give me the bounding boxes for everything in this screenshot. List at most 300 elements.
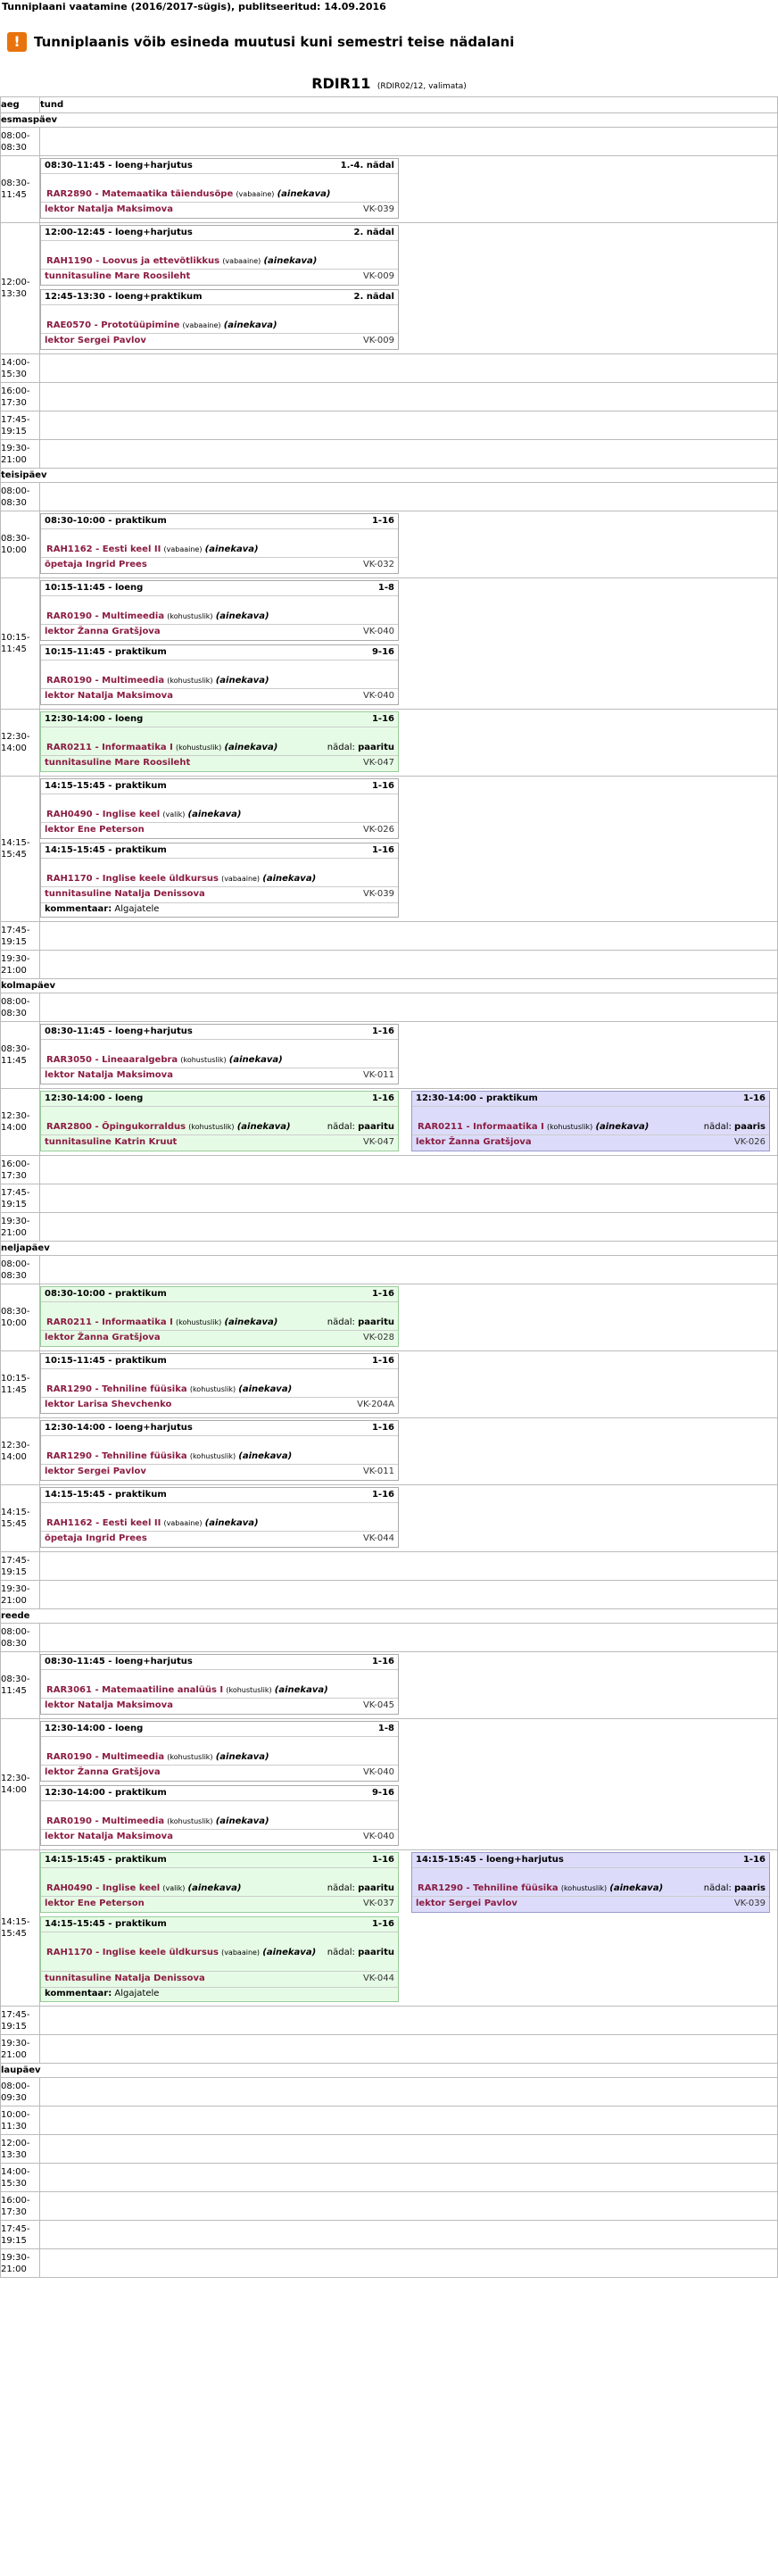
teacher-link[interactable]: lektor Sergei Pavlov [45,1467,146,1476]
lesson-header [41,581,398,596]
lesson-course [46,1685,328,1696]
lesson-card[interactable] [40,289,399,350]
course-link[interactable]: RAR2800 - Õpingukorraldus [46,1122,186,1132]
col-header-lesson: tund [40,97,778,113]
teacher-link[interactable]: tunnitasuline Katrin Kruut [45,1137,178,1147]
course-link[interactable]: RAR3061 - Matemaatiline analüüs I [46,1685,224,1695]
lesson-course [46,1055,283,1066]
timeslot-cell [40,1850,778,2007]
teacher-link[interactable]: lektor Larisa Shevchenko [45,1400,172,1409]
timeslot-time: 14:00-15:30 [1,2164,40,2192]
timeslot-row [1,354,778,383]
ainekava-link[interactable]: (ainekava) [277,189,331,199]
course-link[interactable]: RAH1162 - Eesti keel II [46,1518,161,1528]
timeslot-row [1,1156,778,1184]
teacher-link[interactable]: lektor Ene Peterson [45,825,145,835]
timeslot-cell [40,1156,778,1184]
lesson-time: 14:15-15:45 - [416,1855,484,1865]
lesson-course-row [41,871,398,887]
timeslot-time: 17:45-19:15 [1,411,40,440]
timeslot-row [1,1022,778,1089]
week-parity [327,1122,394,1133]
lesson-card[interactable] [40,1091,399,1151]
timeslot-cell [40,1581,778,1609]
timeslot-row [1,383,778,411]
lesson-time-type [45,1093,143,1104]
week-parity-value: paaritu [358,1317,394,1327]
ainekava-link[interactable]: (ainekava) [204,544,259,554]
room-label: VK-009 [362,271,394,281]
teacher-link[interactable]: õpetaja Ingrid Prees [45,560,147,569]
timeslot-cell [40,2078,778,2107]
lesson-header [41,1655,398,1670]
timeslot-row [1,2192,778,2221]
course-kind: (vabaaine) [222,257,261,265]
ainekava-link[interactable]: (ainekava) [224,1317,278,1327]
lesson-card[interactable] [40,711,399,772]
lesson-time-type [416,1855,564,1866]
course-link[interactable]: RAR0211 - Informaatika I [418,1122,544,1132]
col-header-time: aeg [1,97,40,113]
lesson-card[interactable] [40,1286,399,1347]
lesson-course [46,676,269,686]
lesson-card[interactable] [40,513,399,574]
room-label: VK-039 [733,1899,766,1908]
lesson-type: praktikum [114,1289,167,1299]
course-link[interactable]: RAR0190 - Multimeedia [46,1816,165,1826]
lesson-teacher-row [41,1135,398,1151]
lesson-time-type [45,583,143,594]
lesson-weeks: 1-16 [371,714,394,724]
timeslot-cell [40,1351,778,1418]
lesson-type: praktikum [114,781,167,791]
course-link[interactable]: RAR0190 - Multimeedia [46,676,165,686]
timeslot-row [1,156,778,223]
timeslot-cell [40,511,778,578]
timeslot-time: 17:45-19:15 [1,1552,40,1581]
ainekava-link[interactable]: (ainekava) [609,1883,664,1893]
ainekava-link[interactable]: (ainekava) [262,874,317,884]
ainekava-link[interactable]: (ainekava) [187,810,242,819]
ainekava-link[interactable]: (ainekava) [595,1122,650,1132]
timeslot-time: 16:00-17:30 [1,383,40,411]
timeslot-cell [40,483,778,511]
lesson-card[interactable] [40,1852,399,1913]
lesson-card[interactable] [40,843,399,918]
lesson-teacher-row [41,1897,398,1912]
room-label: VK-026 [733,1137,766,1147]
timeslot-time: 14:15-15:45 [1,777,40,922]
lesson-type: loeng+praktikum [114,292,203,302]
teacher-link[interactable]: lektor Sergei Pavlov [416,1899,517,1908]
ainekava-link[interactable]: (ainekava) [236,1122,291,1132]
lesson-lanes [40,1719,777,1849]
timeslot-row [1,1184,778,1213]
lesson-card[interactable] [411,1091,770,1151]
lesson-weeks: 1-16 [371,1490,394,1500]
lesson-type: praktikum [114,647,167,657]
lesson-time-type [45,161,193,171]
lesson-lanes [40,1351,777,1417]
room-label: VK-044 [362,1533,394,1543]
lesson-header [41,645,398,661]
course-link[interactable]: RAH1190 - Loovus ja ettevõtlikkus [46,256,220,266]
ainekava-link[interactable]: (ainekava) [215,611,269,621]
lesson-lane [40,1850,399,2006]
lesson-card[interactable] [40,1916,399,2002]
course-kind: (kohustuslik) [176,1318,222,1326]
teacher-link[interactable]: lektor Natalja Maksimova [45,1070,173,1080]
timeslot-row [1,1089,778,1156]
ainekava-link[interactable]: (ainekava) [187,1883,242,1893]
week-parity-value: paaritu [358,743,394,752]
timeslot-time: 17:45-19:15 [1,2007,40,2035]
course-kind: (valik) [162,1884,186,1892]
lesson-comment [41,902,398,917]
lesson-course [418,1883,663,1894]
lesson-teacher-row [412,1897,769,1912]
course-kind: (vabaaine) [221,875,261,883]
timeslot-row [1,1581,778,1609]
lesson-lanes [40,1089,777,1155]
lesson-card[interactable] [40,644,399,705]
timeslot-row [1,440,778,469]
timeslot-time: 08:30-10:00 [1,1284,40,1351]
lesson-weeks: 9-16 [371,1788,394,1798]
lesson-card[interactable] [40,1353,399,1414]
course-kind: (kohustuslik) [226,1686,272,1694]
lesson-course-row [41,1881,398,1897]
lesson-time-type [45,1356,167,1367]
week-parity-label: nädal: [327,1122,355,1132]
lesson-card[interactable] [40,1654,399,1715]
lesson-card[interactable] [40,778,399,839]
ainekava-link[interactable]: (ainekava) [263,256,318,266]
comment-label: kommentaar: [45,1989,112,1998]
teacher-link[interactable]: lektor Ene Peterson [45,1899,145,1908]
lesson-time: 12:30-14:00 - [45,1423,112,1433]
lesson-lanes [40,777,777,921]
lesson-weeks: 2. nädal [353,228,394,237]
lesson-course-row [41,1315,398,1331]
lesson-weeks: 1-16 [371,1855,394,1865]
course-link[interactable]: RAR0190 - Multimeedia [46,1752,165,1762]
course-link[interactable]: RAR0211 - Informaatika I [46,743,173,752]
lesson-time-type [45,292,203,303]
course-kind: (kohustuslik) [167,1753,213,1761]
timeslot-cell [40,156,778,223]
course-link[interactable]: RAR0190 - Multimeedia [46,611,165,621]
ainekava-link[interactable]: (ainekava) [238,1451,293,1461]
lesson-type: loeng+harjutus [114,161,193,170]
timeslot-row [1,1624,778,1652]
timeslot-row [1,710,778,777]
lesson-header [41,226,398,241]
teacher-link[interactable]: õpetaja Ingrid Prees [45,1533,147,1543]
ainekava-link[interactable]: (ainekava) [204,1518,259,1528]
lesson-time: 08:30-11:45 - [45,1026,112,1036]
ainekava-link[interactable]: (ainekava) [215,676,269,686]
course-link[interactable]: RAH0490 - Inglise keel [46,1883,161,1893]
timeslot-cell [40,411,778,440]
lesson-teacher-row [41,270,398,285]
teacher-link[interactable]: lektor Žanna Gratšjova [45,1333,161,1342]
timeslot-time: 08:00-08:30 [1,1624,40,1652]
week-parity-value: paaritu [358,1122,394,1132]
lesson-header [41,1722,398,1737]
lesson-time-type [45,228,193,238]
lesson-time-type [45,1289,167,1300]
lesson-time: 08:30-10:00 - [45,1289,112,1299]
lesson-header [41,779,398,794]
lesson-weeks: 1-16 [371,1026,394,1036]
lesson-lane [40,1351,399,1417]
lesson-header [412,1853,769,1868]
lesson-teacher-row [41,1699,398,1714]
timeslot-row [1,1485,778,1552]
teacher-link[interactable]: lektor Sergei Pavlov [45,336,146,345]
room-label: VK-047 [362,758,394,768]
timeslot-time: 14:15-15:45 [1,1850,40,2007]
lesson-type: praktikum [114,1490,167,1500]
timeslot-time: 08:30-10:00 [1,511,40,578]
teacher-link[interactable]: tunnitasuline Mare Roosileht [45,758,191,768]
teacher-link[interactable]: lektor Žanna Gratšjova [45,1767,161,1777]
timeslot-time: 10:00-11:30 [1,2107,40,2135]
timeslot-time: 08:00-08:30 [1,483,40,511]
teacher-link[interactable]: lektor Žanna Gratšjova [416,1137,532,1147]
week-parity [704,1883,766,1894]
lesson-header [41,514,398,529]
lesson-lane [40,1485,399,1551]
lesson-course [46,1752,269,1763]
lesson-weeks: 9-16 [371,647,394,657]
ainekava-link[interactable]: (ainekava) [238,1384,293,1394]
timeslot-cell [40,2135,778,2164]
lesson-course [46,611,269,622]
timeslot-cell [40,1089,778,1156]
lesson-time-type [416,1093,538,1104]
lesson-lane [40,156,399,222]
teacher-link[interactable]: lektor Natalja Maksimova [45,1832,173,1841]
timeslot-row [1,2221,778,2249]
timeslot-time: 12:30-14:00 [1,1418,40,1485]
week-parity-label: nädal: [327,1948,355,1957]
lesson-card[interactable] [40,1785,399,1846]
timeslot-row [1,1256,778,1284]
course-link[interactable]: RAR1290 - Tehniline füüsika [418,1883,559,1893]
timeslot-row [1,777,778,922]
timeslot-row [1,2007,778,2035]
timeslot-time: 08:30-11:45 [1,1022,40,1089]
lesson-course-row [41,187,398,203]
teacher-link[interactable]: tunnitasuline Natalja Denissova [45,1974,205,1983]
lesson-teacher-row [41,1830,398,1845]
lesson-weeks: 1.-4. nädal [340,161,394,170]
course-kind: (kohustuslik) [167,612,213,620]
lesson-time: 12:00-12:45 - [45,228,112,237]
course-link[interactable]: RAR2890 - Matemaatika täiendusõpe [46,189,234,199]
room-label: VK-047 [362,1137,394,1147]
lesson-course-row [41,1814,398,1830]
comment-label: kommentaar: [45,904,112,914]
timeslot-row [1,2078,778,2107]
week-parity-value: paaritu [358,1948,394,1957]
ainekava-link[interactable]: (ainekava) [224,743,278,752]
lesson-teacher-row [41,1972,398,1987]
course-link[interactable]: RAH1162 - Eesti keel II [46,544,161,554]
lesson-teacher-row [41,1398,398,1413]
timeslot-row [1,2249,778,2278]
timeslot-time: 14:15-15:45 [1,1485,40,1552]
page-title: Tunniplaani vaatamine (2016/2017-sügis), publitseeritud: 14.09.2016 [2,1,386,12]
room-label: VK-026 [362,825,394,835]
room-label: VK-028 [362,1333,394,1342]
lesson-course-row [41,1052,398,1068]
lesson-weeks: 1-16 [371,845,394,855]
lesson-lane [40,1719,399,1849]
timeslot-cell [40,2107,778,2135]
comment-text: Algajatele [114,904,160,914]
lesson-header [41,712,398,727]
week-parity-value: paaris [734,1122,766,1132]
course-link[interactable]: RAE0570 - Prototüüpimine [46,320,180,330]
teacher-link[interactable]: lektor Natalja Maksimova [45,204,173,214]
lesson-header [41,1786,398,1801]
lesson-type: praktikum [485,1093,538,1103]
lesson-lane [40,1022,399,1088]
lesson-card[interactable] [411,1852,770,1913]
room-label: VK-032 [362,560,394,569]
lesson-lanes [40,1022,777,1088]
room-label: VK-204A [357,1400,394,1409]
timeslot-row [1,1284,778,1351]
timeslot-cell [40,2249,778,2278]
timeslot-row [1,1552,778,1581]
lesson-time-type [45,1026,193,1037]
lesson-weeks: 1-16 [371,781,394,791]
lesson-type: loeng+harjutus [485,1855,564,1865]
lesson-lanes [40,1418,777,1484]
ainekava-link[interactable]: (ainekava) [228,1055,283,1065]
course-link[interactable]: RAR1290 - Tehniline füüsika [46,1384,187,1394]
warning-banner [0,14,778,70]
teacher-link[interactable]: tunnitasuline Mare Roosileht [45,271,191,281]
teacher-link[interactable]: lektor Žanna Gratšjova [45,627,161,636]
lesson-weeks: 1-16 [742,1855,766,1865]
course-link[interactable]: RAH1170 - Inglise keele üldkursus [46,874,219,884]
lesson-type: praktikum [114,845,167,855]
timeslot-time: 19:30-21:00 [1,1581,40,1609]
timeslot-cell [40,1552,778,1581]
lesson-time: 12:30-14:00 - [45,1724,112,1733]
course-link[interactable]: RAR0211 - Informaatika I [46,1317,173,1327]
lesson-course [46,189,331,200]
course-link[interactable]: RAR1290 - Tehniline füüsika [46,1451,187,1461]
lesson-course-row [41,1516,398,1532]
lesson-card[interactable] [40,1721,399,1782]
lesson-card[interactable] [40,1487,399,1548]
lesson-course [46,256,317,267]
lesson-weeks: 1-16 [371,1423,394,1433]
lesson-header [41,1354,398,1369]
course-kind: (kohustuslik) [180,1056,227,1064]
lesson-type: loeng [114,1093,144,1103]
lesson-header [41,159,398,174]
lesson-time: 08:30-10:00 - [45,516,112,526]
teacher-link[interactable]: lektor Natalja Maksimova [45,691,173,701]
lesson-card[interactable] [40,580,399,641]
timeslot-cell [40,1022,778,1089]
course-link[interactable]: RAH1170 - Inglise keele üldkursus [46,1948,219,1957]
course-link[interactable]: RAR3050 - Lineaaralgebra [46,1055,178,1065]
ainekava-link[interactable]: (ainekava) [223,320,277,330]
lesson-time: 10:15-11:45 - [45,647,112,657]
timeslot-time: 19:30-21:00 [1,440,40,469]
lesson-weeks: 1-16 [371,1093,394,1103]
lesson-time: 14:15-15:45 - [45,1490,112,1500]
lesson-time: 08:30-11:45 - [45,161,112,170]
course-kind: (kohustuslik) [167,1817,213,1825]
timeslot-row [1,2107,778,2135]
teacher-link[interactable]: tunnitasuline Natalja Denissova [45,889,205,899]
week-parity-label: nädal: [327,1883,355,1893]
lesson-teacher-row [41,203,398,218]
comment-text: Algajatele [114,1989,160,1998]
timeslot-cell [40,2221,778,2249]
lesson-teacher-row [41,558,398,573]
lesson-card[interactable] [40,1024,399,1084]
lesson-course [46,1883,241,1894]
ainekava-link[interactable]: (ainekava) [274,1685,328,1695]
lesson-course [46,1317,277,1328]
ainekava-link[interactable]: (ainekava) [215,1752,269,1762]
lesson-weeks: 1-16 [371,1356,394,1366]
teacher-link[interactable]: lektor Natalja Maksimova [45,1700,173,1710]
lesson-time-type [45,1855,167,1866]
room-label: VK-039 [362,204,394,214]
lesson-time-type [45,1657,193,1667]
course-kind: (vabaaine) [163,545,203,553]
timeslot-row [1,1719,778,1850]
timeslot-time: 12:00-13:30 [1,223,40,354]
lesson-time-type [45,1788,167,1799]
room-label: VK-037 [362,1899,394,1908]
timeslot-cell [40,1485,778,1552]
course-link[interactable]: RAH0490 - Inglise keel [46,810,161,819]
lesson-weeks: 1-8 [377,583,394,593]
lesson-card[interactable] [40,158,399,219]
lesson-card[interactable] [40,225,399,286]
lesson-lanes [40,578,777,709]
ainekava-link[interactable]: (ainekava) [215,1816,269,1826]
lesson-weeks: 1-16 [742,1093,766,1103]
timeslot-time: 19:30-21:00 [1,2249,40,2278]
timeslot-time: 19:30-21:00 [1,2035,40,2064]
lesson-card[interactable] [40,1420,399,1481]
lesson-lane [40,578,399,709]
lesson-header [41,1025,398,1040]
timeslot-row [1,128,778,156]
timeslot-cell [40,922,778,951]
warning-icon: ! [7,32,27,52]
course-kind: (vabaaine) [182,321,221,329]
lesson-header [41,1853,398,1868]
lesson-lane [40,223,399,353]
lesson-course [46,1518,259,1529]
timeslot-row [1,1652,778,1719]
ainekava-link[interactable]: (ainekava) [262,1948,317,1957]
